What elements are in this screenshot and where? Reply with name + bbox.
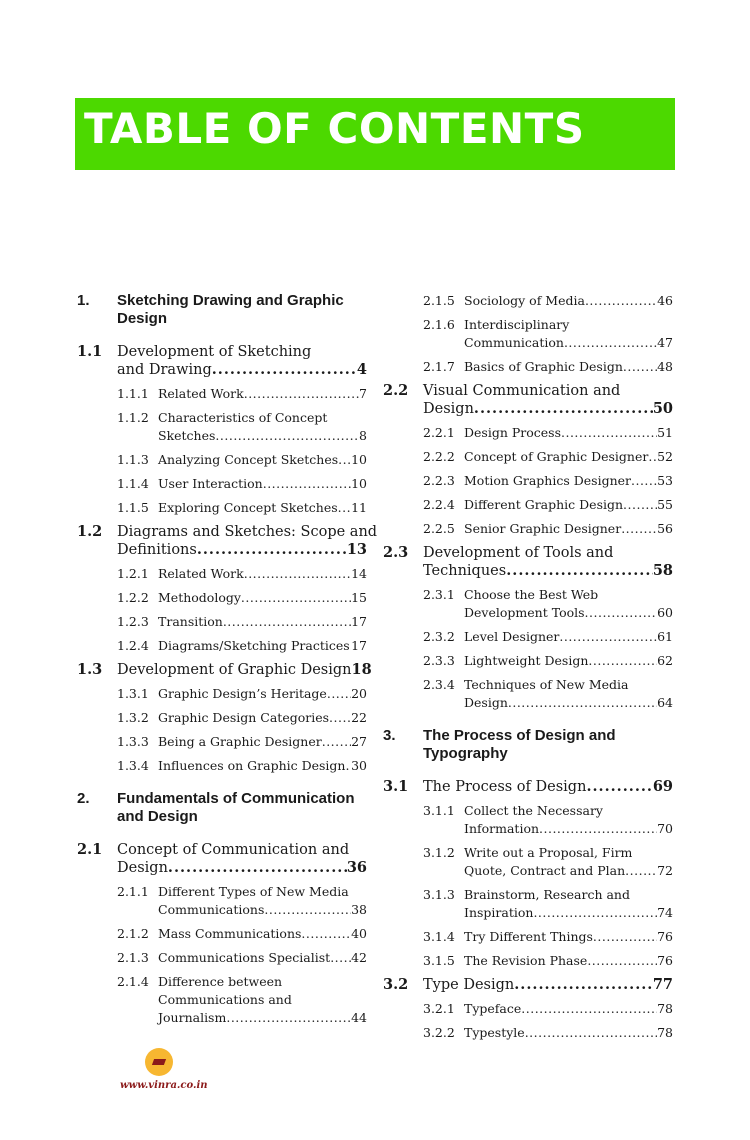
dot-leader	[631, 472, 657, 490]
entry-title: Brainstorm, Research and	[464, 887, 630, 902]
page-number: 61	[657, 629, 673, 644]
page-number: 72	[657, 863, 673, 878]
entry-number: 2.1.7	[423, 359, 455, 374]
entry-title: Design	[117, 310, 168, 327]
toc-entry[interactable]	[77, 499, 367, 517]
entry-title: Interdisciplinary	[464, 317, 570, 332]
entry-title: Typography	[423, 745, 508, 762]
entry-number: 2.2.3	[423, 473, 455, 488]
toc-entry[interactable]	[77, 790, 367, 826]
toc-entry[interactable]	[383, 448, 673, 466]
page-number: 69	[652, 778, 673, 795]
toc-entry[interactable]	[383, 544, 673, 580]
dot-leader	[241, 589, 351, 607]
page-number: 20	[351, 686, 367, 701]
page-number: 14	[351, 566, 367, 581]
dot-leader	[521, 1000, 657, 1018]
entry-number: 2.2.5	[423, 521, 455, 536]
toc-entry[interactable]	[383, 844, 673, 880]
toc-entry[interactable]	[77, 589, 367, 607]
entry-title: The Process of Design and	[423, 727, 616, 744]
toc-entry[interactable]	[383, 928, 673, 946]
entry-number: 2.2.2	[423, 449, 455, 464]
entry-title: Different Graphic Design	[464, 497, 624, 512]
publisher-logo-icon	[145, 1048, 173, 1076]
dot-leader	[215, 427, 359, 445]
dot-leader	[539, 820, 657, 838]
entry-title: Try Different Things	[464, 929, 593, 944]
page-number: 30	[351, 758, 367, 773]
entry-title: Development of Tools and	[423, 545, 614, 561]
entry-title: Sketching Drawing and Graphic	[117, 292, 344, 309]
page-number: 52	[657, 449, 673, 464]
entry-title: Related Work	[158, 566, 244, 581]
toc-entry[interactable]	[383, 586, 673, 622]
toc-entry[interactable]	[383, 1000, 673, 1018]
toc-entry[interactable]	[77, 637, 367, 655]
entry-title: Concept of Graphic Designer	[464, 449, 649, 464]
entry-title: Techniques of New Media	[464, 677, 629, 692]
entry-title: Motion Graphics Designer	[464, 473, 632, 488]
entry-title: Influences on Graphic Design	[158, 758, 346, 773]
page-number: 51	[657, 425, 673, 440]
page-number: 4	[356, 361, 367, 378]
dot-leader	[587, 952, 657, 970]
toc-entry[interactable]	[77, 523, 378, 559]
entry-title: Exploring Concept Sketches	[158, 500, 338, 515]
page-number: 76	[657, 929, 673, 944]
entry-title: Methodology	[158, 590, 241, 605]
entry-title: Visual Communication and	[423, 383, 621, 399]
dot-leader	[329, 709, 351, 727]
entry-title: Basics of Graphic Design	[464, 359, 623, 374]
entry-number: 2.1	[77, 841, 103, 858]
toc-entry[interactable]	[77, 973, 367, 1027]
entry-number: 3.1.4	[423, 929, 455, 944]
entry-title: Typeface	[464, 1001, 522, 1016]
dot-leader	[533, 904, 657, 922]
entry-number: 1.2.2	[117, 590, 149, 605]
toc-entry[interactable]	[77, 841, 367, 877]
entry-title: Difference between	[158, 974, 283, 989]
page-number: 17	[351, 614, 367, 629]
page-number: 48	[657, 359, 673, 374]
page-number: 50	[652, 400, 673, 417]
page-number: 40	[351, 926, 367, 941]
entry-title: Senior Graphic Designer	[464, 521, 622, 536]
page-number: 22	[351, 710, 367, 725]
page-number: 38	[351, 902, 367, 917]
page-number: 15	[351, 590, 367, 605]
toc-entry[interactable]	[383, 778, 673, 796]
entry-number: 1.2.4	[117, 638, 149, 653]
dot-leader	[588, 652, 657, 670]
entry-title: Design Process	[464, 425, 561, 440]
dot-leader	[508, 694, 657, 712]
dot-leader	[474, 400, 653, 418]
entry-number: 3.2.1	[423, 1001, 455, 1016]
entry-title: and Drawing	[117, 362, 212, 378]
dot-leader	[561, 424, 657, 442]
entry-title: Transition	[158, 614, 223, 629]
entry-number: 1.3	[77, 661, 103, 678]
entry-title: Design	[464, 695, 508, 710]
entry-number: 1.1	[77, 343, 103, 360]
page-number: 10	[351, 452, 367, 467]
toc-entry[interactable]	[77, 385, 367, 403]
page-number: 53	[657, 473, 673, 488]
entry-title: Collect the Necessary	[464, 803, 603, 818]
toc-entry[interactable]	[77, 685, 367, 703]
entry-title: Diagrams and Sketches: Scope and	[117, 524, 378, 540]
toc-entry[interactable]	[383, 358, 673, 376]
toc-entry[interactable]	[383, 652, 673, 670]
entry-number: 2.1.6	[423, 317, 455, 332]
entry-title: Concept of Communication and	[117, 842, 350, 858]
dot-leader	[593, 928, 657, 946]
entry-title: Lightweight Design	[464, 653, 589, 668]
title-banner	[75, 98, 675, 170]
dot-leader	[525, 1024, 657, 1042]
toc-entry[interactable]	[383, 727, 673, 763]
toc-entry[interactable]	[77, 475, 367, 493]
dot-leader	[625, 862, 657, 880]
dot-leader	[330, 949, 351, 967]
dot-leader	[322, 733, 351, 751]
dot-leader	[263, 475, 351, 493]
entry-title: Techniques	[423, 563, 507, 579]
toc-column-left	[77, 292, 378, 1033]
entry-title: Development of Graphic Design	[117, 662, 352, 678]
dot-leader	[244, 565, 351, 583]
entry-number: 1.	[77, 292, 90, 309]
dot-leader	[338, 499, 351, 517]
dot-leader	[327, 685, 351, 703]
toc-entry[interactable]	[383, 802, 673, 838]
toc-entry[interactable]	[77, 949, 367, 967]
dot-leader	[197, 541, 347, 559]
dot-leader	[623, 496, 657, 514]
entry-title: Diagrams/Sketching Practices	[158, 638, 350, 653]
dot-leader	[223, 613, 351, 631]
entry-title: Communication	[464, 335, 564, 350]
toc-entry[interactable]	[383, 952, 673, 970]
entry-title: Mass Communications	[158, 926, 302, 941]
page-number: 58	[652, 562, 673, 579]
dot-leader	[168, 859, 347, 877]
entry-number: 1.3.4	[117, 758, 149, 773]
entry-title: Graphic Design’s Heritage	[158, 686, 327, 701]
page-number: 74	[657, 905, 673, 920]
toc-entry[interactable]	[77, 925, 367, 943]
entry-number: 1.3.1	[117, 686, 149, 701]
entry-number: 2.3.3	[423, 653, 455, 668]
page-number: 8	[359, 428, 367, 443]
entry-number: 3.1.5	[423, 953, 455, 968]
publisher-url: www.vinra.co.in	[120, 1080, 208, 1091]
dot-leader	[226, 1009, 351, 1027]
entry-title: Different Types of New Media	[158, 884, 349, 899]
toc-entry[interactable]	[383, 628, 673, 646]
dot-leader	[506, 562, 653, 580]
entry-title: and Design	[117, 808, 198, 825]
page-number: 44	[351, 1010, 367, 1025]
toc-entry[interactable]	[77, 343, 367, 379]
entry-number: 1.1.4	[117, 476, 149, 491]
toc-entry[interactable]	[383, 424, 673, 442]
dot-leader	[244, 385, 359, 403]
entry-number: 3.1.3	[423, 887, 455, 902]
page-number: 17	[351, 638, 367, 653]
entry-number: 1.1.3	[117, 452, 149, 467]
toc-entry[interactable]	[77, 565, 367, 583]
toc-entry[interactable]	[77, 709, 367, 727]
entry-number: 2.3.2	[423, 629, 455, 644]
entry-number: 2.3	[383, 544, 409, 561]
page-number: 11	[351, 500, 367, 515]
entry-title: Sketches	[158, 428, 216, 443]
entry-title: Journalism	[158, 1010, 227, 1025]
entry-number: 1.2.1	[117, 566, 149, 581]
entry-number: 3.1	[383, 778, 409, 795]
dot-leader	[648, 448, 657, 466]
page-number: 7	[359, 386, 367, 401]
page-number: 10	[351, 476, 367, 491]
entry-title: Analyzing Concept Sketches	[158, 452, 339, 467]
toc-entry[interactable]	[77, 661, 372, 679]
page-number: 77	[652, 976, 673, 993]
entry-number: 2.3.4	[423, 677, 455, 692]
entry-title: Choose the Best Web	[464, 587, 599, 602]
entry-title: Graphic Design Categories	[158, 710, 330, 725]
entry-number: 2.1.4	[117, 974, 149, 989]
entry-number: 2.1.2	[117, 926, 149, 941]
toc-entry[interactable]	[77, 733, 367, 751]
page-number: 42	[351, 950, 367, 965]
toc-column-right	[383, 292, 673, 1048]
entry-number: 1.2	[77, 523, 103, 540]
page-number: 78	[657, 1025, 673, 1040]
page-number: 56	[657, 521, 673, 536]
entry-title: Information	[464, 821, 540, 836]
entry-number: 2.1.3	[117, 950, 149, 965]
page-number: 62	[657, 653, 673, 668]
toc-entry[interactable]	[383, 496, 673, 514]
entry-title: Development of Sketching	[117, 344, 312, 360]
page-number: 64	[657, 695, 673, 710]
page-number: 27	[351, 734, 367, 749]
entry-number: 1.1.5	[117, 500, 149, 515]
page-number: 60	[657, 605, 673, 620]
entry-number: 3.	[383, 727, 396, 744]
entry-number: 2.1.5	[423, 293, 455, 308]
entry-number: 3.2.2	[423, 1025, 455, 1040]
toc-entry[interactable]	[383, 472, 673, 490]
entry-number: 2.3.1	[423, 587, 455, 602]
page-number: 55	[657, 497, 673, 512]
entry-title: User Interaction	[158, 476, 263, 491]
entry-title: Communications Specialist	[158, 950, 331, 965]
page-number: 13	[346, 541, 367, 558]
page-title: TABLE OF CONTENTS	[84, 104, 585, 153]
entry-number: 2.	[77, 790, 90, 807]
toc-entry[interactable]	[383, 382, 673, 418]
dot-leader	[212, 361, 357, 379]
entry-number: 3.1.1	[423, 803, 455, 818]
toc-entry[interactable]	[383, 886, 673, 922]
toc-entry[interactable]	[77, 451, 367, 469]
page-number: 18	[351, 661, 372, 678]
page-number: 78	[657, 1001, 673, 1016]
toc-entry[interactable]	[383, 676, 673, 712]
entry-title: Type Design	[423, 977, 515, 993]
entry-title: Communications and	[158, 992, 292, 1007]
dot-leader	[338, 451, 351, 469]
dot-leader	[301, 925, 351, 943]
toc-entry[interactable]	[77, 757, 367, 775]
entry-title: Related Work	[158, 386, 244, 401]
entry-title: Quote, Contract and Plan	[464, 863, 626, 878]
entry-number: 1.2.3	[117, 614, 149, 629]
entry-title: Development Tools	[464, 605, 585, 620]
entry-title: Inspiration	[464, 905, 534, 920]
entry-number: 3.1.2	[423, 845, 455, 860]
entry-title: Level Designer	[464, 629, 560, 644]
entry-title: Design	[423, 401, 474, 417]
dot-leader	[564, 334, 657, 352]
dot-leader	[586, 778, 652, 796]
entry-title: Definitions	[117, 542, 197, 558]
toc-entry[interactable]	[77, 409, 367, 445]
entry-number: 3.2	[383, 976, 409, 993]
dot-leader	[559, 628, 657, 646]
entry-number: 2.2.4	[423, 497, 455, 512]
entry-title: Communications	[158, 902, 265, 917]
entry-title: Write out a Proposal, Firm	[464, 845, 633, 860]
entry-title: Sociology of Media	[464, 293, 585, 308]
dot-leader	[585, 604, 658, 622]
entry-title: Design	[117, 860, 168, 876]
toc-entry[interactable]	[77, 613, 367, 631]
entry-number: 2.2	[383, 382, 409, 399]
page-number: 36	[346, 859, 367, 876]
page-number: 70	[657, 821, 673, 836]
toc-entry[interactable]	[383, 316, 673, 352]
dot-leader	[264, 901, 351, 919]
dot-leader	[621, 520, 657, 538]
entry-title: Typestyle	[464, 1025, 525, 1040]
page-number: 76	[657, 953, 673, 968]
toc-entry[interactable]	[383, 292, 673, 310]
entry-number: 1.1.1	[117, 386, 149, 401]
page-number: 46	[657, 293, 673, 308]
toc-entry[interactable]	[383, 1024, 673, 1042]
entry-number: 1.1.2	[117, 410, 149, 425]
toc-entry[interactable]	[77, 883, 367, 919]
toc-entry[interactable]	[77, 292, 367, 328]
entry-title: Characteristics of Concept	[158, 410, 328, 425]
dot-leader	[514, 976, 653, 994]
dot-leader	[623, 358, 657, 376]
toc-entry[interactable]	[383, 976, 673, 994]
entry-number: 2.2.1	[423, 425, 455, 440]
toc-entry[interactable]	[383, 520, 673, 538]
entry-number: 1.3.2	[117, 710, 149, 725]
entry-number: 1.3.3	[117, 734, 149, 749]
entry-title: The Process of Design	[423, 779, 587, 795]
entry-title: The Revision Phase	[464, 953, 588, 968]
dot-leader	[585, 292, 657, 310]
entry-title: Being a Graphic Designer	[158, 734, 322, 749]
entry-number: 2.1.1	[117, 884, 149, 899]
entry-title: Fundamentals of Communication	[117, 790, 355, 807]
page-number: 47	[657, 335, 673, 350]
